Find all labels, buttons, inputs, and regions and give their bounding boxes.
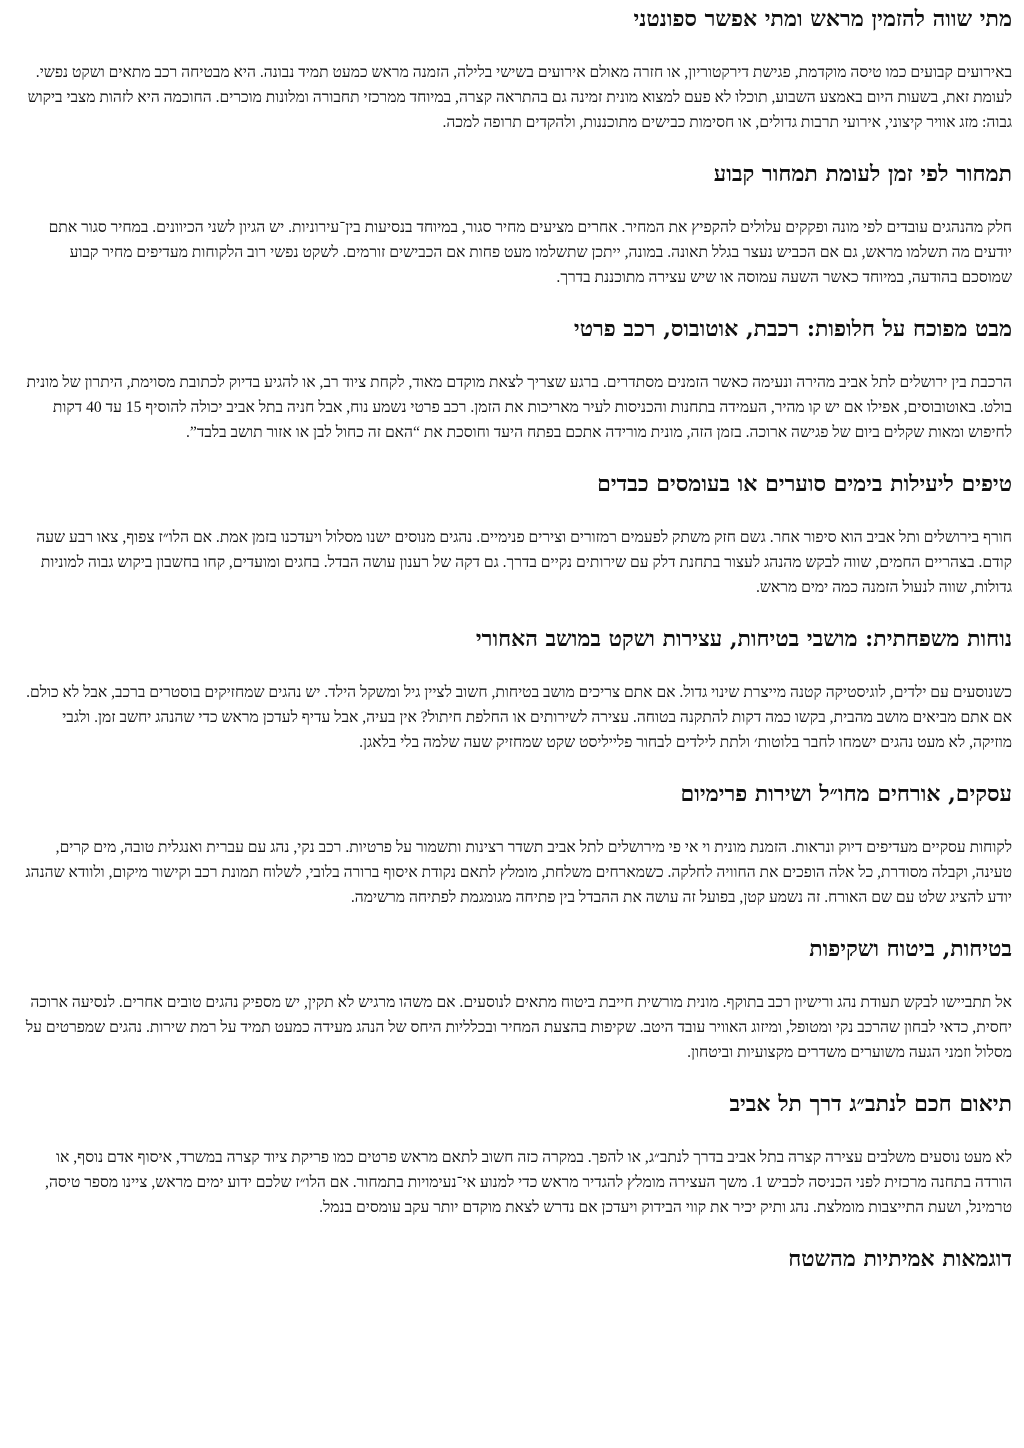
section-paragraph: לא מעט נוסעים משלבים עצירה קצרה בתל אביב בדרך לנתב״ג, או להפך. במקרה כזה חשוב לתאם מראש פרטים כמו פריקת ציוד קצרה במשרד, איסוף אדם נוסף, או הורדה בתחנה מרכזית לפני הכניסה לכביש 1. משך העצירה מומלץ להגדיר מראש כדי למנוע אי־נעימויות בתמחור. אם הלו״ז שלכם ידוע ימים מראש, ציינו מספר טיסה, טרמינל, ושעת התייצבות מומלצת. נהג ותיק יכיר את קווי הבידוק ויעדכן אם נדרש לצאת מוקדם יותר עקב עומסים בנמל. (45, 1149, 1012, 1216)
section-airport (18, 1091, 1012, 1220)
section-paragraph: כשנוסעים עם ילדים, לוגיסטיקה קטנה מייצרת שינוי גדול. אם אתם צריכים מושב בטיחות, חשוב לציין גיל ומשקל הילד. יש נהגים שמחזיקים בוסטרים ברכב, אבל לא כולם. אם אתם מביאים מושב מהבית, בקשו כמה דקות להתקנה בטוחה. עצירה לשירותים או החלפת חיתול? אין בעיה, אבל עדיף לעדכן מראש כדי שהנהג יחשב זמן. ולגבי מוזיקה, לא מעט נהגים ישמחו לחבר בלוטות׳ ולתת לילדים לבחור פלייליסט שקט שמחזיק שעה שלמה בלי בלאגן. (26, 684, 1012, 751)
section-heading: מתי שווה להזמין מראש ומתי אפשר ספונטני (633, 6, 1012, 32)
section-prebooking (18, 6, 1012, 135)
section-heading: מבט מפוכח על חלופות: רכבת, אוטובוס, רכב פרטי (573, 316, 1012, 342)
section-paragraph: באירועים קבועים כמו טיסה מוקדמת, פגישת דירקטוריון, או חזרה מאולם אירועים בשישי בלילה, הזמנה מראש כמעט תמיד נבונה. היא מבטיחה רכב מתאים ושקט נפשי. לעומת זאת, בשעות היום באמצע השבוע, תוכלו לא פעם למצוא מונית זמינה גם בהתראה קצרה, במיוחד ממרכזי תחבורה ומלונות מוכרים. החוכמה היא לזהות מצבי ביקוש גבוה: מזג אוויר קיצוני, אירועי תרבות גדולים, או חסימות כבישים מתוכננות, ולהקדים תרופה למכה. (27, 64, 1012, 131)
section-paragraph: חלק מהנהגים עובדים לפי מונה ופקקים עלולים להקפיץ את המחיר. אחרים מציעים מחיר סגור, במיוחד בנסיעות בין־עירוניות. יש הגיון לשני הכיוונים. במחיר סגור אתם יודעים מה תשלמו מראש, גם אם הכביש נעצר בגלל תאונה. במונה, ייתכן שתשלמו מעט פחות אם הכבישים זורמים. לשקט נפשי רוב הלקוחות מעדיפים מחיר קבוע שמוסכם בהודעה, במיוחד כאשר השעה עמוסה או שיש עצירה מתוכננת בדרך. (48, 219, 1012, 286)
section-stormy-days (18, 471, 1012, 600)
section-safety (18, 936, 1012, 1065)
section-business (18, 781, 1012, 910)
section-heading: בטיחות, ביטוח ושקיפות (809, 936, 1012, 962)
section-alternatives (18, 316, 1012, 445)
section-family-comfort (18, 626, 1012, 755)
section-heading: דוגמאות אמיתיות מהשטח (788, 1246, 1012, 1272)
section-heading: תיאום חכם לנתב״ג דרך תל אביב (729, 1091, 1012, 1117)
section-real-examples (18, 1246, 1012, 1272)
section-paragraph: הרכבת בין ירושלים לתל אביב מהירה ונעימה כאשר הזמנים מסתדרים. ברגע שצריך לצאת מוקדם מאוד, לקחת ציוד רב, או להגיע בדיוק לכתובת מסוימת, היתרון של מונית בולט. באוטובוסים, אפילו אם יש קו מהיר, העמידה בתחנות והכניסות לעיר מאריכות את הזמן. רכב פרטי נשמע נוח, אבל חניה בתל אביב יכולה להוסיף 15 עד 40 דקות לחיפוש ומאות שקלים ביום של פגישה ארוכה. בזמן הזה, מונית מורידה אתכם בפתח היעד וחוסכת את “האם זה כחול לבן או אזור תושב בלבד”. (26, 374, 1012, 441)
section-heading: תמחור לפי זמן לעומת תמחור קבוע (713, 161, 1012, 187)
section-heading: טיפים ליעילות בימים סוערים או בעומסים כבדים (597, 471, 1012, 497)
section-paragraph: חורף בירושלים ותל אביב הוא סיפור אחר. גשם חזק משתק לפעמים רמזורים וצירים פנימיים. נהגים מנוסים ישנו מסלול ויעדכנו בזמן אמת. אם הלו״ז צפוף, צאו רבע שעה קודם. בצהריים החמים, שווה לבקש מהנהג לעצור בתחנת דלק עם שירותים נקיים בדרך. גם דקה של רענון עושה הבדל. בחגים ומועדים, קחו בחשבון ביקוש גבוה למוניות גדולות, שווה לנעול הזמנה כמה ימים מראש. (36, 529, 1012, 596)
section-heading: נוחות משפחתית: מושבי בטיחות, עצירות ושקט במושב האחורי (475, 626, 1012, 652)
section-heading: עסקים, אורחים מחו״ל ושירות פרימיום (680, 781, 1012, 807)
section-paragraph: אל תתביישו לבקש תעודת נהג ורישיון רכב בתוקף. מונית מורשית חייבת ביטוח מתאים לנוסעים. אם משהו מרגיש לא תקין, יש מספיק נהגים טובים אחרים. לנסיעה ארוכה יחסית, כדאי לבחון שהרכב נקי ומטופל, ומיזוג האוויר עובד היטב. שקיפות בהצעת המחיר ובכלליות היחס של הנהג מעידה כמעט תמיד על רמת שירות. נהגים שמפרטים על מסלול וזמני הגעה משוערים משדרים מקצועיות וביטחון. (25, 994, 1012, 1061)
section-pricing (18, 161, 1012, 290)
section-paragraph: לקוחות עסקיים מעדיפים דיוק ונראות. הזמנת מונית וי אי פי מירושלים לתל אביב תשדר רצינות ותשמור על פרטיות. רכב נקי, נהג עם עברית ואנגלית טובה, מים קרים, טעינה, וקבלה מסודרת, כל אלה הופכים את החוויה לחלקה. כשמארחים משלחת, מומלץ לתאם נקודת איסוף ברורה בלובי, לשלוח תמונת רכב וקישור מיקום, ולוודא שהנהג יודע להציג שלט עם שם האורח. זה נשמע קטן, בפועל זה עושה את ההבדל בין פתיחה מגומגמת לפתיחה מרשימה. (25, 839, 1012, 906)
